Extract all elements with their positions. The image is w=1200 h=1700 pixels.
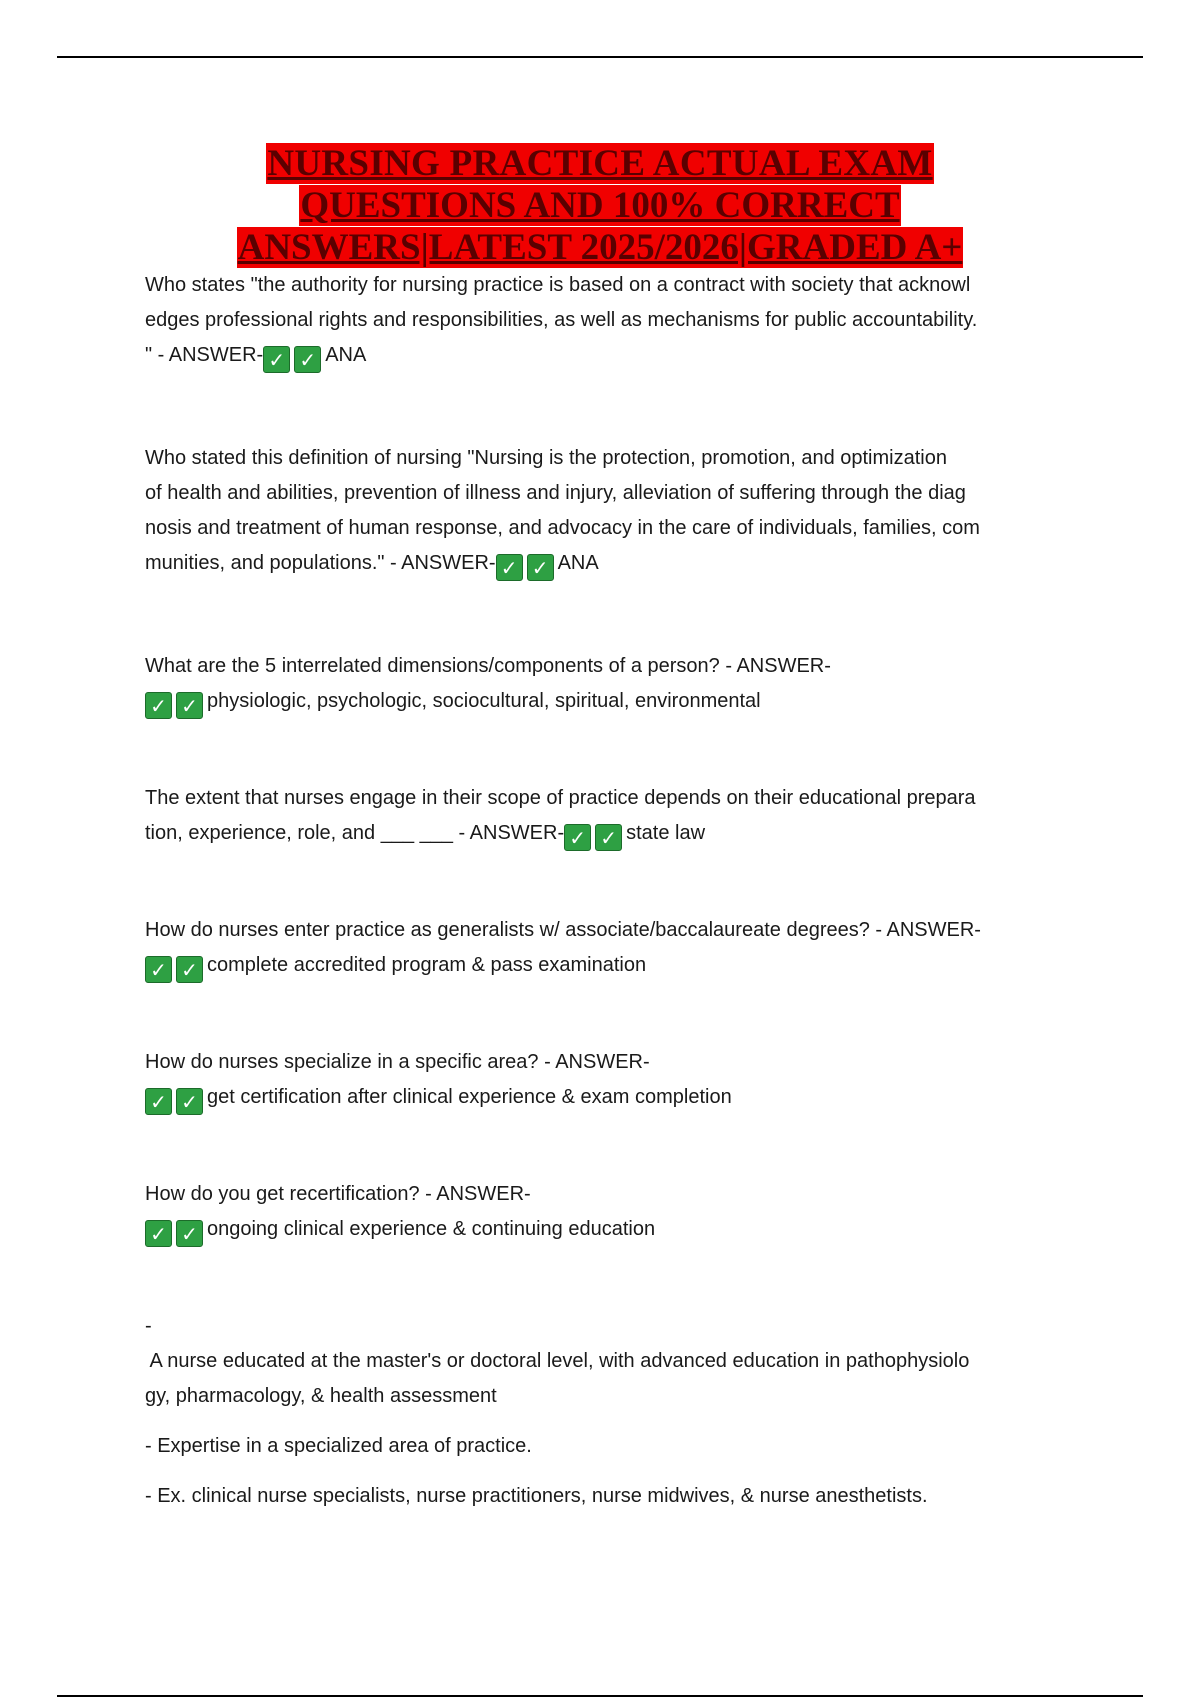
checkmark-icon: ✓ [176,956,203,983]
title-line: ANSWERS|LATEST 2025/2026|GRADED A+ [237,227,963,268]
bullet-item: - Ex. clinical nurse specialists, nurse practitioners, nurse midwives, & nurse anesthetists. [145,1485,928,1507]
checkmark-icon: ✓ [176,692,203,719]
question-line: Who stated this definition of nursing "Nursing is the protection, promotion, and optimization [145,447,947,469]
checkmark-icon: ✓ [145,1220,172,1247]
checkmark-icon: ✓ [564,824,591,851]
dash-marker: - [145,1315,152,1337]
definition-line: A nurse educated at the master's or doctoral level, with advanced education in pathophysiolo [145,1350,970,1372]
document-title [0,143,1200,269]
question-line: Who states "the authority for nursing practice is based on a contract with society that acknowl [145,274,971,296]
question-line: How do nurses specialize in a specific area? - ANSWER- [145,1051,650,1073]
question-line: What are the 5 interrelated dimensions/components of a person? - ANSWER- [145,655,831,677]
question-line: " - ANSWER- [145,344,264,366]
title-line: QUESTIONS AND 100% CORRECT [300,185,900,226]
qa-item [145,649,1065,719]
checkmark-icon: ✓ [176,1220,203,1247]
checkmark-icon: ✓ [294,346,321,373]
answer-text: ANA [557,552,599,574]
definition-line: gy, pharmacology, & health assessment [145,1385,497,1407]
document-body [145,268,1065,1514]
answer-text: complete accredited program & pass examination [207,954,647,976]
answer-text: ANA [325,344,367,366]
checkmark-icon: ✓ [527,554,554,581]
bullet-item: - Expertise in a specialized area of practice. [145,1435,532,1457]
question-line: tion, experience, role, and ___ ___ - ANSWER- [145,822,565,844]
question-line: edges professional rights and responsibilities, as well as mechanisms for public accountability. [145,309,978,331]
answer-text: get certification after clinical experience & exam completion [207,1086,732,1108]
answer-text: physiologic, psychologic, sociocultural, spiritual, environmental [207,690,761,712]
answer-text: ongoing clinical experience & continuing education [207,1218,656,1240]
qa-item [145,268,1065,373]
checkmark-icon: ✓ [145,956,172,983]
question-line: How do you get recertification? - ANSWER- [145,1183,531,1205]
footer-rule [57,1695,1143,1697]
question-line: The extent that nurses engage in their scope of practice depends on their educational prepara [145,787,976,809]
qa-item [145,1177,1065,1247]
checkmark-icon: ✓ [496,554,523,581]
qa-item [145,913,1065,983]
question-line: How do nurses enter practice as generalists w/ associate/baccalaureate degrees? - ANSWER- [145,919,981,941]
checkmark-icon: ✓ [595,824,622,851]
checkmark-icon: ✓ [263,346,290,373]
header-rule [57,56,1143,58]
answer-text: state law [626,822,706,844]
qa-item [145,1045,1065,1115]
question-line: of health and abilities, prevention of illness and injury, alleviation of suffering through the diag [145,482,966,504]
title-line: NURSING PRACTICE ACTUAL EXAM [267,143,933,184]
checkmark-icon: ✓ [176,1088,203,1115]
qa-item [145,781,1065,851]
question-line: nosis and treatment of human response, and advocacy in the care of individuals, families, com [145,517,980,539]
checkmark-icon: ✓ [145,1088,172,1115]
definition-block [145,1309,1065,1514]
qa-item [145,441,1065,581]
checkmark-icon: ✓ [145,692,172,719]
question-line: munities, and populations." - ANSWER- [145,552,496,574]
